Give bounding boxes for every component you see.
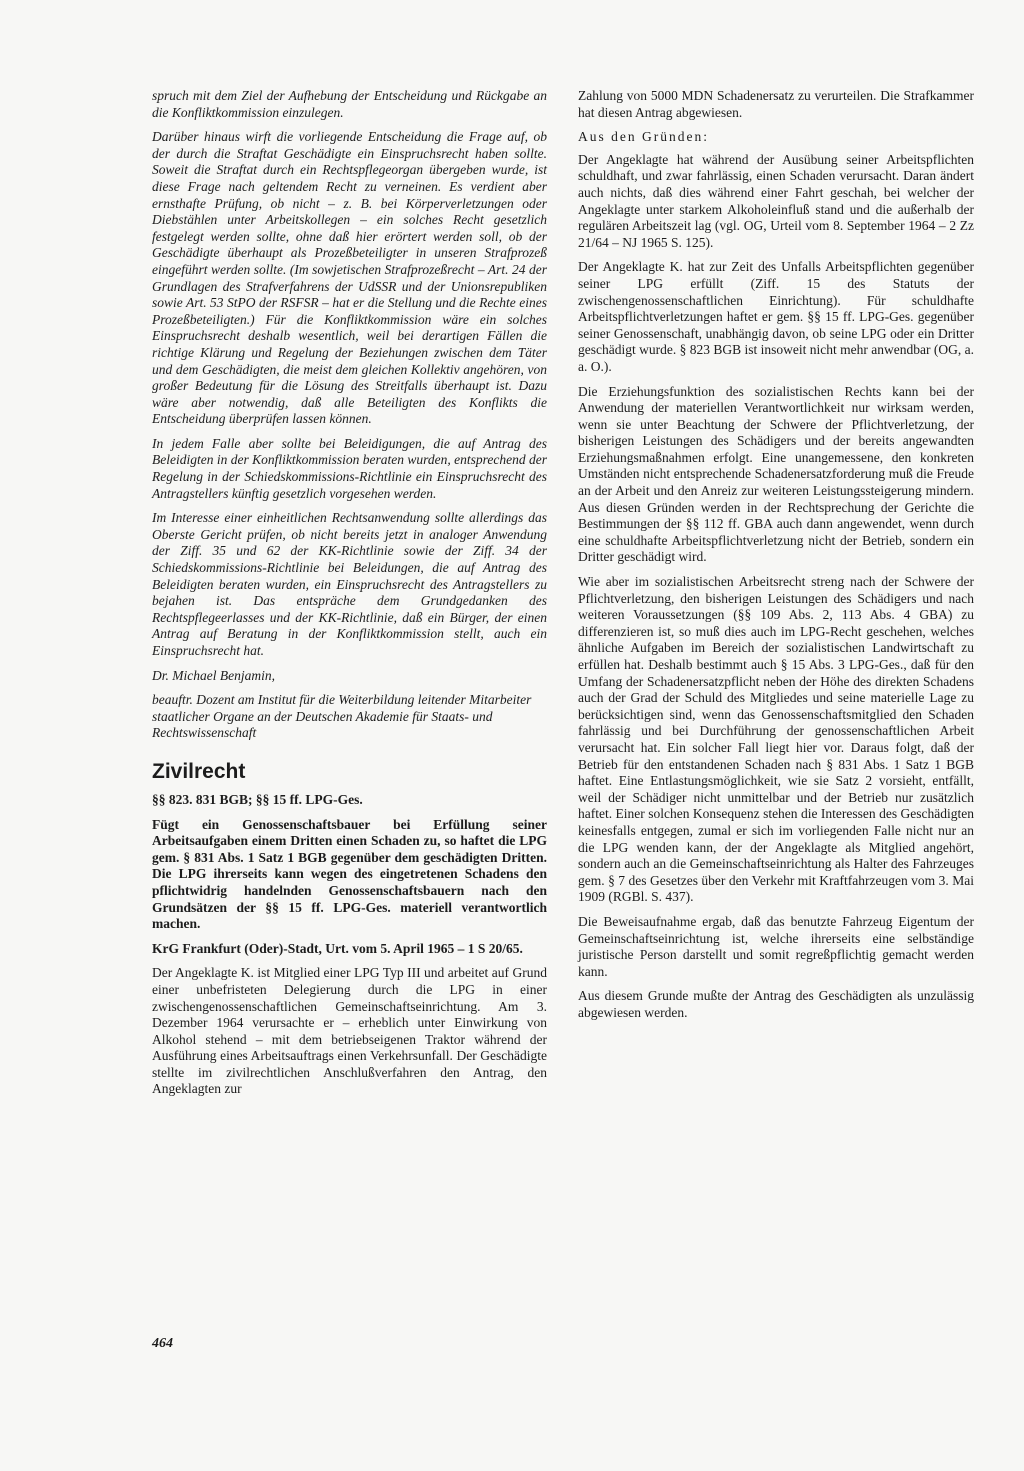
commentary-paragraph-3: In jedem Falle aber sollte bei Beleidigungen, die auf Antrag des Beleidigten in der Konfliktkommission beraten wurden, entsprechend der Regelung in der Schiedskommissions-Richtlinie ein Einspruchsrecht des Antragstellers künftig gesetzlich vorgesehen werden. <box>152 435 547 501</box>
reasons-heading: Aus den Gründen: <box>578 129 709 145</box>
section-heading: Zivilrecht <box>152 759 246 783</box>
headnote: Fügt ein Genossenschaftsbauer bei Erfüllung seiner Arbeitsaufgaben einem Dritten einen Schaden zu, so haftet die LPG gem. § 831 Abs. 1 Satz 1 BGB gegenüber dem geschädigten Dritten. Die LPG ihrerseits kann wegen des eingetretenen Schadens den pflichtwidrig handelnden Genossenschaftsbauern nach den Grundsätzen der §§ 15 ff. LPG-Ges. materiell verantwortlich machen. <box>152 816 547 932</box>
statute-references: §§ 823. 831 BGB; §§ 15 ff. LPG-Ges. <box>152 791 363 807</box>
decision-paragraph-1: Zahlung von 5000 MDN Schadenersatz zu verurteilen. Die Strafkammer hat diesen Antrag abgewiesen. <box>578 88 974 120</box>
case-citation: KrG Frankfurt (Oder)-Stadt, Urt. vom 5. April 1965 – 1 S 20/65. <box>152 940 523 956</box>
decision-paragraph-5: Wie aber im sozialistischen Arbeitsrecht streng nach der Schwere der Pflichtverletzung, den bisherigen Leistungen des Schädigers und nach weiteren Voraussetzungen (§§ 109 Abs. 2, 113 Abs. 4 GBA) zu differenzieren ist, so muß dies auch im LPG-Recht geschehen, welches ähnliche Aufgaben im Bereich der sozialistischen Landwirtschaft zu erfüllen hat. Deshalb bestimmt auch § 15 Abs. 3 LPG-Ges., daß für den Umfang der Schadenersatzpflicht neben der Höhe des direkten Schadens auch der Grad der Schuld des Mitgliedes und seine materielle Lage zu berücksichtigen sind, wenn das Genossenschaftsmitglied den Schaden fahrlässig und bei Durchführung der genossenschaftlichen Arbeit verursacht hat. Ein solcher Fall liegt hier vor. Daraus folgt, daß der Betrieb für den entstandenen Schaden nach § 831 Abs. 1 Satz 1 BGB haftet. Eine Entlastungsmöglichkeit, wie sie Satz 2 vorsieht, entfällt, weil der Schädiger nicht unmittelbar und der Betrieb nur zusätzlich haftet. Einer solchen Konsequenz stehen die Interessen des Geschädigten keinesfalls entgegen, zumal er sich im vorliegenden Falle nicht nur an die LPG wenden kann, der der Angeklagte als Mitglied angehört, sondern auch an die Gemeinschaftseinrichtung als Halter des Fahrzeuges gem. § 7 des Gesetzes über den Verkehr mit Kraftfahrzeugen vom 3. Mai 1909 (RGBl. S. 437). <box>578 574 974 905</box>
commentary-paragraph-2: Darüber hinaus wirft die vorliegende Entscheidung die Frage auf, ob der durch die Straftat Geschädigte ein Einspruchsrecht haben sollte. Soweit die Straftat durch ein Rechtspflegeorgan übergeben wurde, ist diese Frage nach geltendem Recht zu verneinen. Es verdient aber ernsthafte Prüfung, ob nicht – z. B. bei Körperverletzungen oder Diebstählen unter Arbeitskollegen – ein solches Recht gesetzlich festgelegt werden sollte, ohne daß hier erörtert werden soll, ob der Geschädigte überhaupt als Prozeßbeteiligter in unseren Strafprozeß eingeführt werden sollte. (Im sowjetischen Strafprozeßrecht – Art. 24 der Grundlagen des Strafverfahrens der UdSSR und der Unionsrepubliken sowie Art. 53 StPO der RSFSR – hat er die Stellung und die Rechte eines Prozeßbeteiligten.) Für die Konfliktkommission wäre ein solches Einspruchsrecht deshalb wesentlich, weil bei derartigen Fällen die richtige Klärung und Regelung der Beziehungen zwischen dem Täter und dem Geschädigten, die meist dem gleichen Kollektiv angehören, von großer Bedeutung für die Lösung des Streitfalls überhaupt ist. Dazu wäre aber notwendig, daß alle Beteiligten des Konflikts die Entscheidung überprüfen lassen können. <box>152 129 547 427</box>
decision-paragraph-7: Aus diesem Grunde mußte der Antrag des Geschädigten als unzulässig abgewiesen werden. <box>578 988 974 1020</box>
case-facts: Der Angeklagte K. ist Mitglied einer LPG Typ III und arbeitet auf Grund einer unbefristeten Delegierung durch die LPG in einer zwischengenossenschaftlichen Gemeinschaftseinrichtung. Am 3. Dezember 1964 verursachte er – erheblich unter Einwirkung von Alkohol stehend – mit dem betriebseigenen Traktor während der Ausführung eines Arbeitsauftrags einen Verkehrsunfall. Der Geschädigte stellte im zivilrechtlichen Anschlußverfahren den Antrag, den Angeklagten zur <box>152 965 547 1097</box>
left-column <box>152 88 547 1106</box>
author-signature <box>152 668 547 742</box>
commentary-paragraph-1: spruch mit dem Ziel der Aufhebung der Entscheidung und Rückgabe an die Konfliktkommission einzulegen. <box>152 88 547 120</box>
decision-paragraph-3: Der Angeklagte K. hat zur Zeit des Unfalls Arbeitspflichten gegenüber seiner LPG erfüllt (Ziff. 15 des Statuts der zwischengenossenschaftlichen Einrichtung). Für schuldhafte Arbeitspflichtverletzungen haftet er gem. §§ 15 ff. LPG-Ges. gegenüber seiner Genossenschaft, unabhängig davon, ob seine LPG oder ein Dritter geschädigt wurde. § 823 BGB ist insoweit nicht mehr anwendbar (OG, a. a. O.). <box>578 259 974 374</box>
page-number: 464 <box>152 1336 173 1351</box>
decision-paragraph-2: Der Angeklagte hat während der Ausübung seiner Arbeitspflichten schuldhaft, und zwar fahrlässig, einen Schaden verursacht. Daran ändert auch nichts, daß dies während einer Fahrt geschah, bei welcher der Angeklagte unter starkem Alkoholeinfluß stand und die außerhalb der regulären Arbeitszeit lag (vgl. OG, Urteil vom 8. September 1964 – 2 Zz 21/64 – NJ 1965 S. 125). <box>578 151 974 250</box>
author-name: Dr. Michael Benjamin, <box>152 667 275 683</box>
commentary-paragraph-4: Im Interesse einer einheitlichen Rechtsanwendung sollte allerdings das Oberste Gericht prüfen, ob nicht bereits jetzt in analoger Anwendung der Ziff. 35 und 62 der KK-Richtlinie sowie der Ziff. 34 der Schiedskommissions-Richtlinie bei Beleidungen, die auf Antrag des Beleidigten beraten wurden, ein Einspruchsrecht des Antragstellers zu bejahen ist. Das entspräche dem Grundgedanken des Rechtspflegeerlasses und der KK-Richtlinie, daß ein Bürger, der einen Antrag auf Beratung in der Konfliktkommission stellt, auch ein Einspruchsrecht hat. <box>152 510 547 658</box>
decision-paragraph-6: Die Beweisaufnahme ergab, daß das benutzte Fahrzeug Eigentum der Gemeinschaftseinrichtung ist, welche ihrerseits eine selbständige juristische Person darstellt und somit regreßpflichtig gemacht werden kann. <box>578 913 974 979</box>
author-affiliation: beauftr. Dozent am Institut für die Weiterbildung leitender Mitarbeiter staatlicher Organe an der Deutschen Akademie für Staats- und Rechtswissenschaft <box>152 692 532 741</box>
right-column <box>578 88 974 1029</box>
decision-paragraph-4: Die Erziehungsfunktion des sozialistischen Rechts kann bei der Anwendung der materiellen Verantwortlichkeit nur wirksam werden, wenn sie unter Beachtung der Schwere der Pflichtverletzung, der bisherigen Leistungen des Schädigers und der bereits angewandten Erziehungsmaßnahmen erfolgt. Eine unangemessene, den konkreten Umständen nicht entsprechende Schadenersatzforderung muß die Freude an der Arbeit und den Anreiz zur weiteren Leistungssteigerung mindern. Aus diesen Gründen werden in der Rechtsprechung der Gerichte die Bestimmungen der §§ 112 ff. GBA auch dann angewendet, wenn durch eine schuldhafte Arbeitspflichtverletzung nicht der Betrieb, sondern ein Dritter geschädigt wird. <box>578 383 974 565</box>
